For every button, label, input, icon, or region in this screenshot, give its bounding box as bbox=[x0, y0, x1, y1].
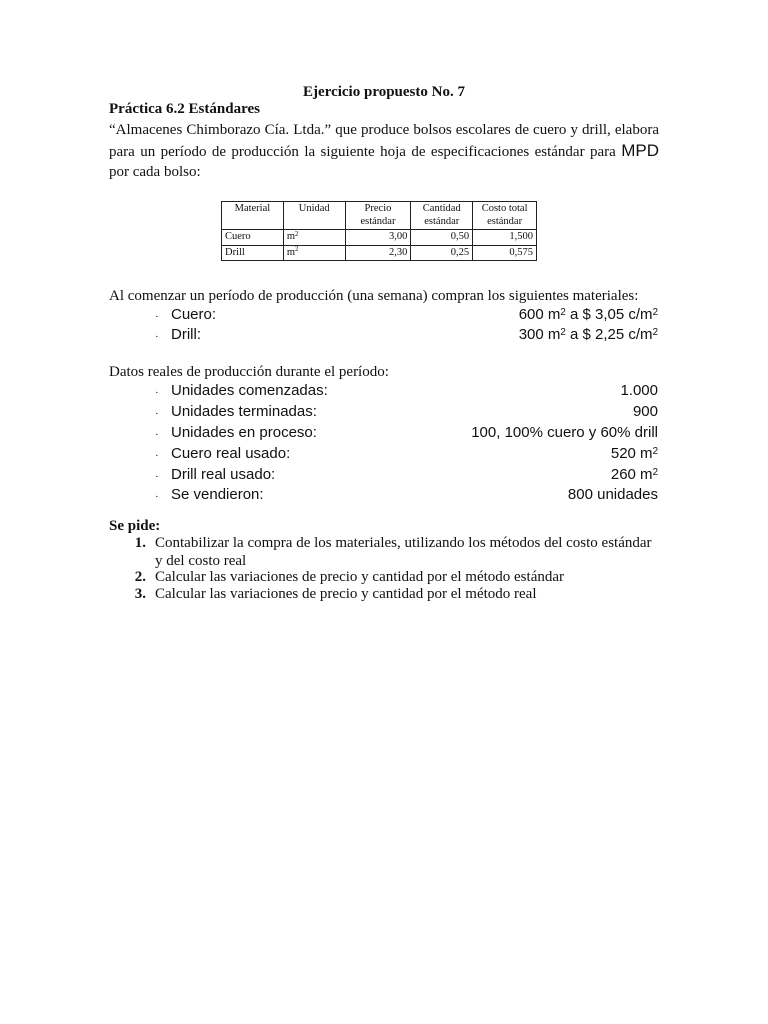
cell-material: Drill bbox=[222, 245, 284, 261]
task-text: Calcular las variaciones de precio y cantidad por el método real bbox=[155, 586, 537, 602]
cell-cantidad: 0,25 bbox=[411, 245, 473, 261]
production-label: Unidades terminadas: bbox=[171, 403, 317, 420]
task-number: 3. bbox=[134, 586, 146, 602]
intro-line-2 bbox=[109, 141, 659, 163]
cell-precio: 2,30 bbox=[345, 245, 411, 261]
cell-costo: 1,500 bbox=[473, 230, 537, 246]
section-subtitle: Práctica 6.2 Estándares bbox=[109, 101, 260, 117]
task-text-continued: y del costo real bbox=[155, 553, 247, 569]
production-value: 100, 100% cuero y 60% drill bbox=[471, 424, 658, 441]
cell-unidad: $m^2$ bbox=[283, 230, 345, 246]
table-row bbox=[222, 230, 537, 246]
purchase-label: Cuero: bbox=[171, 306, 217, 323]
production-label: Unidades en proceso: bbox=[171, 424, 317, 441]
task-text: Calcular las variaciones de precio y cantidad por el método estándar bbox=[155, 569, 564, 585]
bullet-icon: · bbox=[155, 331, 159, 343]
bullet-icon: · bbox=[155, 450, 159, 462]
production-value: 1.000 bbox=[620, 382, 658, 399]
production-label: Unidades comenzadas: bbox=[171, 382, 328, 399]
header-precio: Precio estándar bbox=[345, 202, 411, 230]
bullet-icon: · bbox=[155, 408, 159, 420]
intro-line-3: por cada bolso: bbox=[109, 164, 201, 180]
intro-line-2-text: para un período de producción la siguiente hoja de especificaciones estándar para bbox=[109, 143, 616, 160]
production-value: 260 $m^2$ bbox=[610, 466, 658, 483]
production-value: 800 unidades bbox=[567, 486, 658, 503]
cell-material: Cuero bbox=[222, 230, 284, 246]
production-value: 520 $m^2$ bbox=[610, 445, 658, 462]
cell-precio: 3,00 bbox=[345, 230, 411, 246]
bullet-icon: · bbox=[155, 429, 159, 441]
task-text: Contabilizar la compra de los materiales, utilizando los métodos del costo estándar bbox=[155, 535, 652, 551]
header-costo-total: Costo total estándar bbox=[473, 202, 537, 230]
bullet-icon: · bbox=[155, 311, 159, 323]
bullet-icon: · bbox=[155, 491, 159, 503]
header-cantidad: Cantidad estándar bbox=[411, 202, 473, 230]
table-header-row bbox=[222, 202, 537, 230]
production-label: Drill real usado: bbox=[171, 466, 276, 483]
header-material: Material bbox=[222, 202, 284, 230]
purchases-intro: Al comenzar un período de producción (una semana) compran los siguientes materiales: bbox=[109, 288, 639, 304]
purchase-label: Drill: bbox=[171, 326, 201, 343]
task-number: 2. bbox=[134, 569, 146, 585]
cell-cantidad: 0,50 bbox=[411, 230, 473, 246]
document-title: Ejercicio propuesto No. 7 bbox=[303, 84, 465, 100]
production-value: 900 bbox=[632, 403, 658, 420]
mpd-abbreviation: MPD bbox=[621, 140, 660, 160]
cell-costo: 0,575 bbox=[473, 245, 537, 261]
bullet-icon: · bbox=[155, 471, 159, 483]
purchase-value: 300 $m^2$ a $ 2,25 $c/m^2$ bbox=[518, 326, 658, 343]
tasks-heading: Se pide: bbox=[109, 518, 161, 534]
bullet-icon: · bbox=[155, 387, 159, 399]
cell-unidad: $m^2$ bbox=[283, 245, 345, 261]
standard-spec-table bbox=[221, 201, 537, 261]
intro-paragraph bbox=[109, 120, 659, 183]
production-label: Se vendieron: bbox=[171, 486, 264, 503]
task-number: 1. bbox=[134, 535, 146, 551]
purchase-value: 600 $m^2$ a $ 3,05 $c/m^2$ bbox=[518, 306, 658, 323]
production-intro: Datos reales de producción durante el período: bbox=[109, 364, 389, 380]
table-row bbox=[222, 245, 537, 261]
header-unidad: Unidad bbox=[283, 202, 345, 230]
intro-line-1: “Almacenes Chimborazo Cía. Ltda.” que produce bolsos escolares de cuero y drill, elabora bbox=[109, 122, 659, 138]
production-label: Cuero real usado: bbox=[171, 445, 291, 462]
